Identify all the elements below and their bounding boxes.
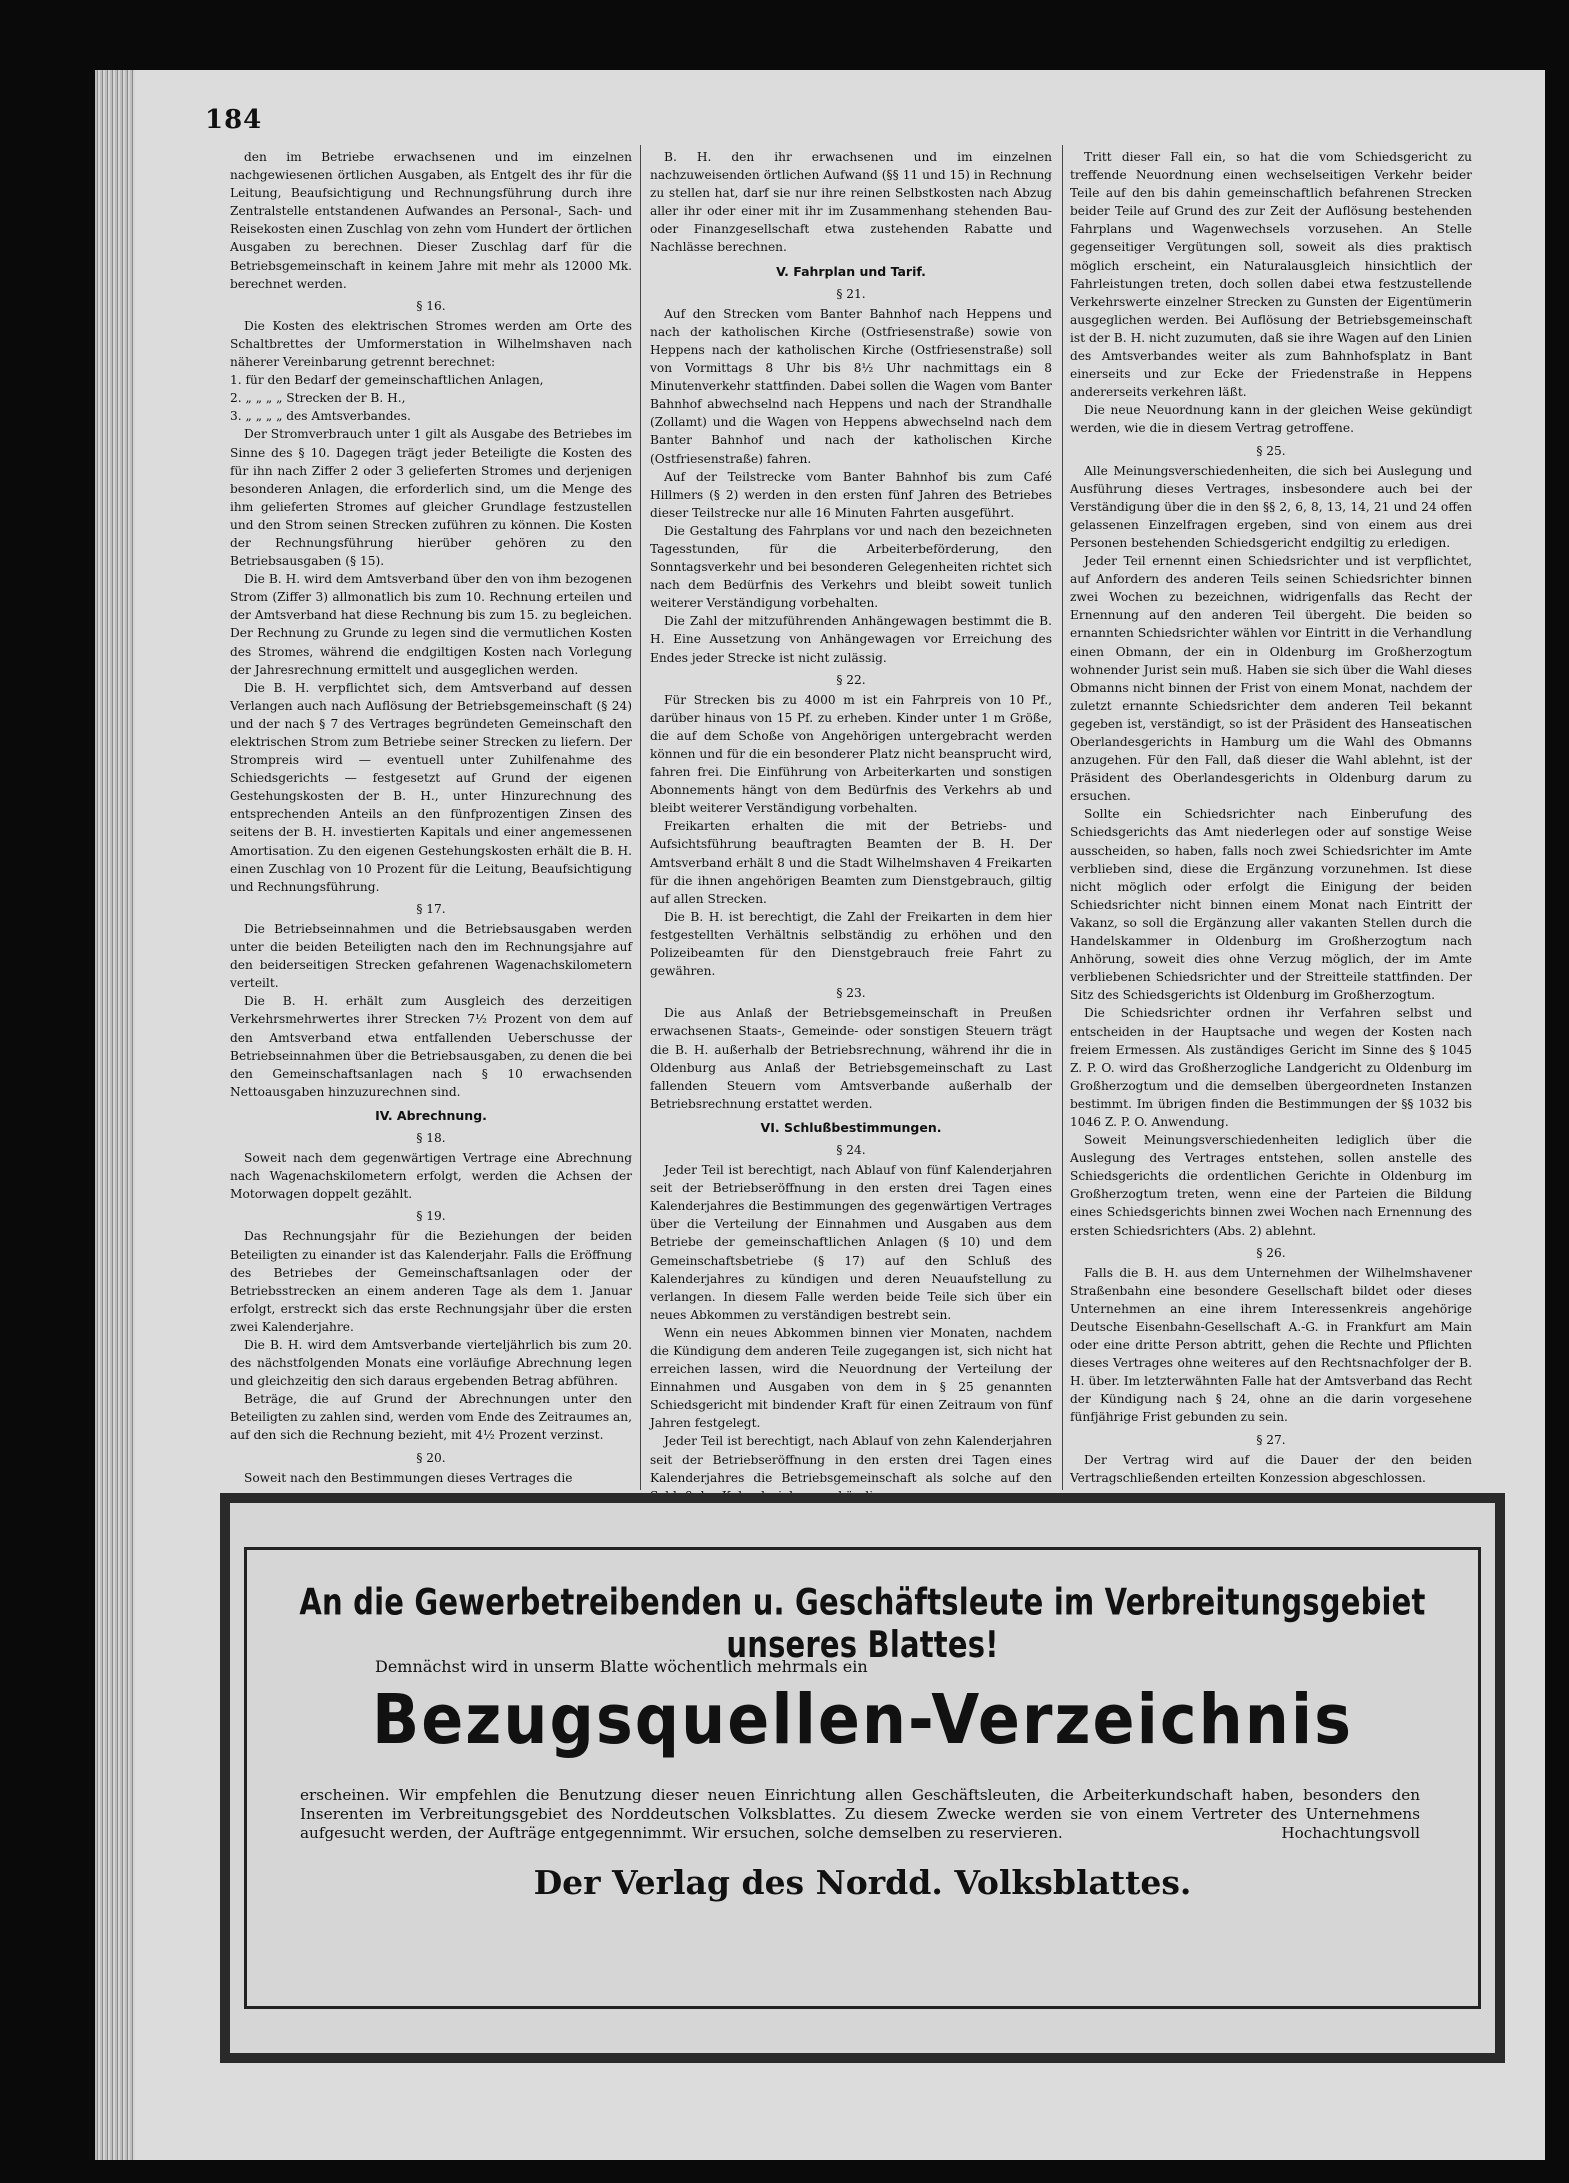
section-number: § 23. bbox=[836, 986, 866, 1001]
section-heading: V. Fahrplan und Tarif. bbox=[776, 263, 926, 279]
paragraph: Soweit nach dem gegenwärtigen Vertrage eine Abrechnung nach Wagenachskilometern erfolgt, werden die Achsen der Motorwagen doppelt gezählt. bbox=[230, 1151, 632, 1202]
paragraph: Die Gestaltung des Fahrplans vor und nach den bezeichneten Tagesstunden, für die Arbeiterbeförderung, den Sonntagsverkehr und bei besonderen Gelegenheiten richtet sich nach dem Bedürfnis des Verkehrs und bleibt soweit tunlich weiterer Verständigung vorbehalten. bbox=[650, 523, 1052, 611]
paragraph: Tritt dieser Fall ein, so hat die vom Schiedsgericht zu treffende Neuordnung einen wechselseitigen Verkehr beider Teile auf den bis dahin gemeinschaftlich befahrenen Strecken beider Teile auf Grund des zur Zeit der Auflösung bestehenden Fahrplans und Wagenwechsels vorzusehen. An Stelle gegenseitiger Vergütungen soll, soweit als dies praktisch möglich erscheint, ein Naturalausgleich hinsichtlich der Fahrleistungen treten, doch sollen dabei etwa festzustellende Verkehrswerte einzelner Strecken zu Gunsten der Eigentümerin ausgeglichen werden. Bei Auflösung der Betriebsgemeinschaft ist der B. H. nicht zuzumuten, daß sie ihre Wagen auf den Linien des Amtsverbandes weiter als zum Bahnhofsplatz in Bant einerseits und zur Ecke der Friedenstraße in Heppens andererseits verkehren läßt. bbox=[1070, 150, 1472, 400]
book-page-edges bbox=[95, 70, 135, 2160]
paragraph: Für Strecken bis zu 4000 m ist ein Fahrpreis von 10 Pf., darüber hinaus von 15 Pf. zu erheben. Kinder unter 1 m Größe, die auf dem Schoße von Angehörigen untergebracht werden können und für die ein besonderer Platz nicht beansprucht wird, fahren frei. Die Einführung von Arbeiterkarten und sonstigen Abonnements hängt von dem Bedürfnis des Verkehrs ab und bleibt weiterer Verständigung vorbehalten. bbox=[650, 692, 1052, 816]
section-heading: VI. Schlußbestimmungen. bbox=[760, 1119, 942, 1135]
ad-body-text: erscheinen. Wir empfehlen die Benutzung dieser neuen Einrichtung allen Geschäftsleuten, die Arbeiterkundschaft haben, besonders den Inserenten im Verbreitungsgebiet des Norddeutschen Volksblattes. Zu diesem Zwecke werden sie von einem Vertreter des Unternehmens aufgesucht werden, der Aufträge entgegennimmt. Wir ersuchen, solche demselben zu reservieren. bbox=[300, 1786, 1420, 1842]
section-number: § 17. bbox=[416, 901, 446, 916]
paragraph: den im Betriebe erwachsenen und im einzelnen nachgewiesenen örtlichen Ausgaben, als Entgelt des ihr für die Leitung, Beaufsichtigung und Rechnungsführung durch ihre Zentralstelle entstandenen Aufwandes an Personal-, Sach- und Reisekosten einen Zuschlag von zehn vom Hundert der örtlichen Ausgaben zu berechnen. Dieser Zuschlag darf für die Betriebsgemeinschaft in keinem Jahre mit mehr als 12000 Mk. berechnet werden. bbox=[230, 150, 632, 291]
ad-intro: Demnächst wird in unserm Blatte wöchentlich mehrmals ein bbox=[375, 1657, 868, 1676]
paragraph: Die Kosten des elektrischen Stromes werden am Orte des Schaltbrettes der Umformerstation in Wilhelmshaven nach näherer Vereinbarung getrennt berechnet: bbox=[230, 318, 632, 370]
paragraph: Jeder Teil ist berechtigt, nach Ablauf von zehn Kalenderjahren seit der Betriebseröffnung in den ersten drei Tagen eines Kalenderjahres die Betriebsgemeinschaft als solche auf den bbox=[650, 1434, 1052, 1485]
paragraph: Wenn ein neues Abkommen binnen vier Monaten, nachdem die Kündigung dem anderen Teile zugegangen ist, sich nicht hat erreichen lassen, wird die Neuordnung der Verteilung der Einnahmen und Ausgaben von dem in § 25 genannten Schiedsgericht mit bindender Kraft für einen Zeitraum von fünf Jahren festgelegt. bbox=[650, 1325, 1052, 1431]
column-divider bbox=[640, 145, 641, 1490]
paragraph: Die Schiedsrichter ordnen ihr Verfahren selbst und entscheiden in der Hauptsache und wegen der Kosten nach freiem Ermessen. Als zuständiges Gericht im Sinne des § 1045 Z. P. O. wird das Großherzogliche Landgericht zu Oldenburg im Großherzogtum und die demselben übergeordneten Instanzen bestimmt. Im übrigen finden die Bestimmungen der §§ 1032 bis 1046 Z. P. O. Anwendung. bbox=[1070, 1006, 1472, 1129]
paragraph: Die neue Neuordnung kann in der gleichen Weise gekündigt werden, wie die in diesem Vertrag getroffene. bbox=[1070, 403, 1472, 436]
paragraph: Der Vertrag wird auf die Dauer der den beiden Vertragschließenden erteilten Konzession abgeschlossen. bbox=[1070, 1452, 1472, 1485]
paragraph: Die Zahl der mitzuführenden Anhängewagen bestimmt die B. H. Eine Aussetzung von Anhängewagen vor Erreichung des Endes jeder Strecke ist nicht zulässig. bbox=[650, 614, 1052, 665]
section-number: § 21. bbox=[836, 286, 866, 301]
column-divider bbox=[1062, 145, 1063, 1490]
paragraph: Die Betriebseinnahmen und die Betriebsausgaben werden unter die beiden Beteiligten nach den im Rechnungsjahre auf den beiderseitigen Strecken gefahrenen Wagenachskilometern verteilt. bbox=[230, 921, 632, 991]
ad-closing: Hochachtungsvoll bbox=[1281, 1824, 1420, 1842]
paragraph: Die B. H. ist berechtigt, die Zahl der Freikarten in dem hier festgestellten Verhältnis selbständig zu erhöhen und den Polizeibeamten für den Dienstgebrauch freie Fahrt zu gewähren. bbox=[650, 909, 1052, 979]
paragraph: B. H. den ihr erwachsenen und im einzelnen nachzuweisenden örtlichen Aufwand (§§ 11 und 15) in Rechnung zu stellen hat, darf sie nur ihre reinen Selbstkosten nach Abzug aller ihr oder einer mit ihr im Zusammenhang stehenden Bau- oder Finanzgesellschaft etwa zustehenden Rabatte und Nachlässe berechnen. bbox=[650, 150, 1052, 255]
paragraph: Falls die B. H. aus dem Unternehmen der Wilhelmshavener Straßenbahn eine besondere Gesellschaft bildet oder dieses Unternehmen an eine ihrem Interessenkreis angehörige Deutsche Eisenbahn-Gesellschaft A.-G. in Frankfurt am Main oder eine dritte Person abtritt, gehen die Rechte und Pflichten dieses Vertrages ohne weiteres auf den Rechtsnachfolger der B. H. über. Im letzterwähnten Falle hat der Amtsverband das Recht der Kündigung nach § 24, ohne an die darin vorgesehene fünfjährige Frist gebunden zu sein. bbox=[1070, 1265, 1472, 1425]
section-number: § 18. bbox=[416, 1130, 446, 1145]
text-column-3 bbox=[1070, 148, 1472, 1483]
section-number: § 19. bbox=[416, 1209, 446, 1224]
ad-body bbox=[300, 1786, 1420, 1843]
paragraph: Soweit nach den Bestimmungen dieses Vertrages die bbox=[244, 1470, 573, 1485]
text-column-1 bbox=[230, 148, 632, 1483]
section-number: § 22. bbox=[836, 672, 866, 687]
section-number: § 16. bbox=[416, 298, 446, 313]
paragraph: Beträge, die auf Grund der Abrechnungen unter den Beteiligten zu zahlen sind, werden vom Ende des Zeitraumes an, auf den sich die Rechnung bezieht, mit 4½ Prozent verzinst. bbox=[230, 1392, 632, 1443]
paragraph: Freikarten erhalten die mit der Betriebs- und Aufsichtsführung beauftragten Beamten der B. H. Der Amtsverband erhält 8 und die Stadt Wilhelmshaven 4 Freikarten für die ihnen angehörigen Beamten zum Dienstgebrauch, giltig auf allen Strecken. bbox=[650, 819, 1052, 906]
paragraph: Die B. H. verpflichtet sich, dem Amtsverband auf dessen Verlangen auch nach Auflösung der Betriebsgemeinschaft (§ 24) und der nach § 7 des Vertrages begründeten Gemeinschaft den elektrischen Strom zum Betriebe seiner Strecken zu liefern. Der Strompreis wird — eventuell unter Zuhilfenahme des Schiedsgerichts — festgesetzt auf Grund der eigenen Gestehungskosten der B. H., unter Hinzurechnung des entsprechenden Anteils an den fünfprozentigen Zinsen des seitens der B. H. investierten Kapitals und einer angemessenen Amortisation. Zu den eigenen Gestehungskosten erhält die B. H. einen Zuschlag von 10 Prozent für die Leitung, Beaufsichtigung und Rechnungsführung. bbox=[230, 680, 632, 894]
paragraph: Soweit Meinungsverschiedenheiten lediglich über die Auslegung des Vertrages entstehen, sollen anstelle des Schiedsgerichts die ordentlichen Gerichte in Oldenburg im Großherzogtum treten, wenn eine der Parteien die Bildung eines Schiedsgerichts binnen zwei Wochen nach Ernennung des ersten Schiedsrichters (Abs. 2) ablehnt. bbox=[1070, 1133, 1472, 1238]
section-number: § 27. bbox=[1256, 1432, 1286, 1447]
ad-title: Bezugsquellen-Verzeichnis bbox=[371, 1679, 1354, 1760]
paragraph: Der Stromverbrauch unter 1 gilt als Ausgabe des Betriebes im Sinne des § 10. Dagegen trägt jeder Beteiligte die Kosten des für ihn nach Ziffer 2 oder 3 gelieferten Stromes und derjenigen besonderen Anlagen, die erforderlich sind, um die Menge des ihm gelieferten Stromes auf gleicher Grundlage festzustellen und den Strom seinen Strecken zuführen zu können. Die Kosten der Rechnungsführung hierüber gehören zu den Betriebsausgaben (§ 15). bbox=[230, 427, 632, 569]
ad-publisher: Der Verlag des Nordd. Volksblattes. bbox=[533, 1863, 1192, 1902]
list-item: 1. für den Bedarf der gemeinschaftlichen Anlagen, bbox=[230, 373, 544, 388]
list-item: 3. „ „ „ „ des Amtsverbandes. bbox=[230, 409, 411, 424]
page-number: 184 bbox=[205, 105, 263, 135]
section-number: § 26. bbox=[1256, 1245, 1286, 1260]
ad-headline: An die Gewerbetreibenden u. Geschäftsleute im Verbreitungsgebiet unseres Blattes! bbox=[299, 1580, 1426, 1666]
paragraph: Die B. H. wird dem Amtsverband über den von ihm bezogenen Strom (Ziffer 3) allmonatlich bis zum 10. Rechnung erteilen und der Amtsverband hat diese Rechnung bis zum 15. zu begleichen. Der Rechnung zu Grunde zu legen sind die vermutlichen Kosten des Stromes, während die endgiltigen Kosten nach Vorlegung der Jahresrechnung ermittelt und ausgeglichen werden. bbox=[230, 572, 632, 677]
advertisement-box bbox=[220, 1493, 1505, 2063]
paragraph: Alle Meinungsverschiedenheiten, die sich bei Auslegung und Ausführung dieses Vertrages, insbesondere auch bei der Verständigung über die in den §§ 2, 6, 8, 13, 14, 21 und 24 offen gelassenen Einzelfragen ergeben, sind von einem aus drei Personen bestehenden Schiedsgericht endgiltig zu erledigen. bbox=[1070, 463, 1472, 550]
list-item: 2. „ „ „ „ Strecken der B. H., bbox=[230, 391, 406, 406]
section-heading: IV. Abrechnung. bbox=[375, 1107, 487, 1123]
section-number: § 20. bbox=[416, 1450, 446, 1465]
paragraph: Jeder Teil ernennt einen Schiedsrichter und ist verpflichtet, auf Anfordern des anderen Teils seinen Schiedsrichter binnen zwei Wochen zu bezeichnen, widrigenfalls das Recht der Ernennung auf den anderen Teil übergeht. Die beiden so ernannten Schiedsrichter wählen vor Eintritt in die Verhandlung einen Obmann, der ein in Oldenburg im Großherzogtum wohnender Jurist sein muß. Haben sie sich über die Wahl dieses Obmanns nicht binnen der Frist von einem Monat, nachdem der zuletzt ernannte Schiedsrichter dem anderen Teil bekannt gegeben ist, verständigt, so ist der Präsident des Hanseatischen Oberlandesgerichts in Hamburg um die Wahl des Obmanns anzugehen. Für den Fall, daß dieser die Wahl ablehnt, ist der Präsident des Oberlandesgerichts in Oldenburg darum zu ersuchen. bbox=[1070, 554, 1472, 804]
section-number: § 24. bbox=[836, 1142, 866, 1157]
paragraph: Die aus Anlaß der Betriebsgemeinschaft in Preußen erwachsenen Staats-, Gemeinde- oder sonstigen Steuern trägt die B. H. außerhalb der Betriebsrechnung, während ihr die in Oldenburg aus Anlaß der Betriebsgemeinschaft zu Last fallenden Steuern vom Amtsverbande außerhalb der Betriebsrechnung erstattet werden. bbox=[650, 1006, 1052, 1111]
text-column-2 bbox=[650, 148, 1052, 1483]
section-number: § 25. bbox=[1256, 443, 1286, 458]
paragraph: Sollte ein Schiedsrichter nach Einberufung des Schiedsgerichts das Amt niederlegen oder auf sonstige Weise ausscheiden, so haben, falls noch zwei Schiedsrichter im Amte verblieben sind, diese die Ergänzung vorzunehmen. Ist diese nicht möglich oder erfolgt die Einigung der beiden Schiedsrichter nicht binnen einem Monat nach Eintritt der Vakanz, so soll die Ergänzung aller vakanten Stellen durch die Handelskammer in Oldenburg im Großherzogtum nach Anhörung, soweit dies ohne Verzug möglich, der im Amte verbliebenen Schiedsrichter und der Streitteile stattfinden. Der Sitz des Schiedsgerichts ist Oldenburg im Großherzogtum. bbox=[1070, 807, 1472, 1003]
paragraph: Auf der Teilstrecke vom Banter Bahnhof bis zum Café Hillmers (§ 2) werden in den ersten fünf Jahren des Betriebes dieser Teilstrecke nur alle 16 Minuten Fahrten ausgeführt. bbox=[650, 469, 1052, 520]
paragraph: Auf den Strecken vom Banter Bahnhof nach Heppens und nach der katholischen Kirche (Ostfriesenstraße) sowie von Heppens nach der katholischen Kirche (Ostfriesenstraße) soll von Vormittags 8 Uhr bis 8½ Uhr nachmittags ein 8 Minutenverkehr stattfinden. Dabei sollen die Wagen vom Banter Bahnhof abwechselnd nach Heppens und nach der Strandhalle (Zollamt) und die Wagen von Heppens abwechselnd nach dem Banter Bahnhof und nach der katholischen Kirche (Ostfriesenstraße) fahren. bbox=[650, 306, 1052, 466]
paragraph: Die B. H. erhält zum Ausgleich des derzeitigen Verkehrsmehrwertes ihrer Strecken 7½ Prozent von dem auf den Amtsverband etwa entfallenden Ueberschusse der Betriebseinnahmen über die Betriebsausgaben, zu denen die bei den Gemeinschaftsanlagen nach § 10 erwachsenden Nettoausgaben hinzuzurechnen sind. bbox=[230, 994, 632, 1099]
paragraph: Die B. H. wird dem Amtsverbande vierteljährlich bis zum 20. des nächstfolgenden Monats eine vorläufige Abrechnung legen und gleichzeitig den sich daraus ergebenden Betrag abführen. bbox=[230, 1338, 632, 1389]
paragraph: Jeder Teil ist berechtigt, nach Ablauf von fünf Kalenderjahren seit der Betriebseröffnung in den ersten drei Tagen eines Kalenderjahres die Bestimmungen des gegenwärtigen Vertrages über die Verteilung der Einnahmen und Ausgaben aus dem Betriebe der gemeinschaftlichen Anlagen (§ 10) und dem Gemeinschaftsbetriebe (§ 17) auf den Schluß des Kalenderjahres zu kündigen und deren Neuaufstellung zu verlangen. In diesem Falle werden beide Teile sich über ein neues Abkommen zu verständigen bestrebt sein. bbox=[650, 1163, 1052, 1322]
paragraph: Das Rechnungsjahr für die Beziehungen der beiden Beteiligten zu einander ist das Kalenderjahr. Falls die Eröffnung des Betriebes der Gemeinschaftsanlagen oder der Betriebsstrecken an einem anderen Tage als dem 1. Januar erfolgt, erstreckt sich das erste Rechnungsjahr über die ersten zwei Kalenderjahre. bbox=[230, 1229, 632, 1334]
